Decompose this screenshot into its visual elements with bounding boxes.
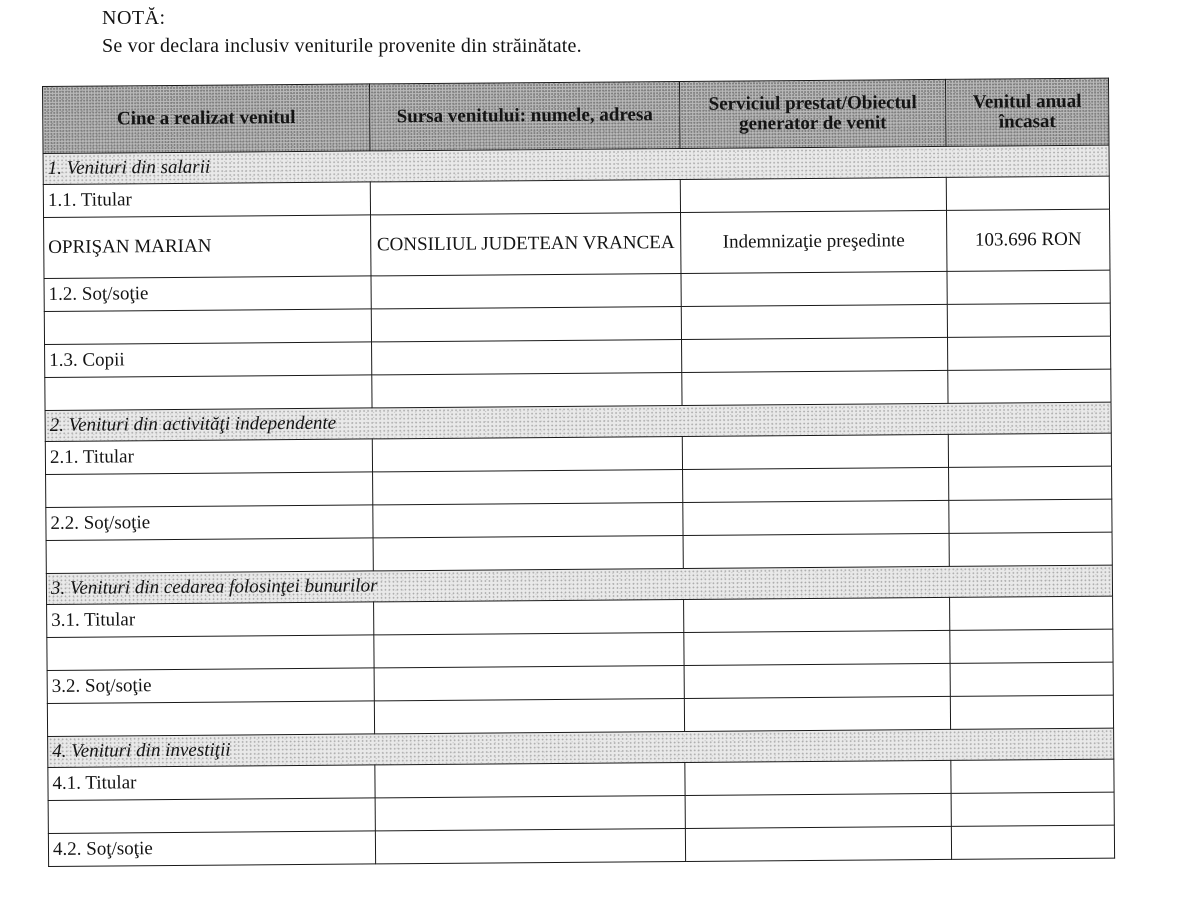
row-label: 3.1. Titular [47, 602, 374, 638]
note-text: Se vor declara inclusiv veniturile provenite din străinătate. [102, 35, 582, 57]
service-provided: Indemnizaţie preşedinte [681, 210, 947, 273]
annual-income-value: 103.696 RON [947, 209, 1110, 271]
income-source: CONSILIUL JUDETEAN VRANCEA [371, 212, 681, 275]
header-income-source: Sursa venitului: numele, adresa [369, 81, 680, 150]
row-label: 3.2. Soţ/soţie [47, 668, 374, 704]
row-label: 2.2. Soţ/soţie [46, 505, 373, 541]
section-title: 3. Venituri din cedarea folosinţei bunurilor [46, 565, 1112, 604]
header-income-earner: Cine a realizat venitul [43, 84, 371, 154]
table-row [44, 209, 1110, 278]
earner-name: OPRIŞAN MARIAN [44, 215, 371, 279]
row-label: 1.1. Titular [43, 182, 370, 218]
row-label: 4.2. Soţ/soţie [48, 831, 375, 867]
note-block [102, 4, 582, 60]
row-label: 4.1. Titular [48, 765, 375, 801]
table-header-row [43, 78, 1109, 153]
row-label: 1.3. Copii [45, 342, 372, 378]
note-title: NOTĂ: [102, 7, 166, 29]
row-label: 1.2. Soţ/soţie [44, 276, 371, 312]
income-table [42, 78, 1115, 867]
row-label: 2.1. Titular [45, 439, 372, 475]
header-annual-income: Venitul anual încasat [945, 78, 1109, 146]
header-service-provided: Serviciul prestat/Obiectul generator de venit [679, 79, 946, 148]
section-title: 2. Venituri din activităţi independente [45, 402, 1111, 441]
table-row [48, 825, 1114, 866]
section-title: 1. Venituri din salarii [43, 145, 1109, 184]
section-title: 4. Venituri din investiţii [48, 728, 1114, 767]
